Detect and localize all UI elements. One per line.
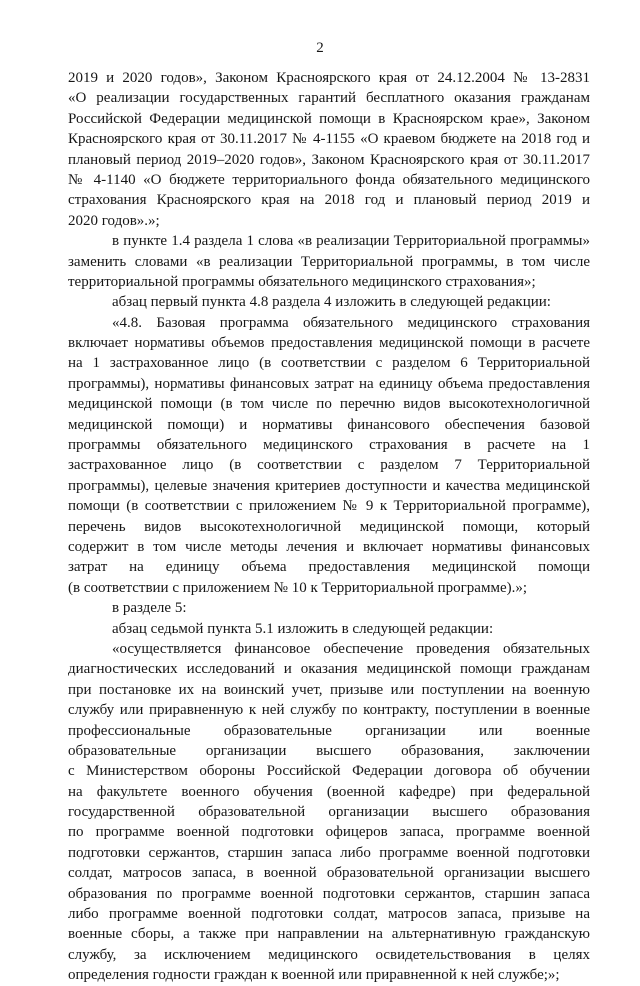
text-line: включает нормативы объемов предоставления медицинской помощи в расчете <box>68 335 590 352</box>
text-line: при постановке их на воинский учет, призыве или поступлении на военную <box>68 681 590 698</box>
text-line: подготовки сержантов, старшин запаса либо программе военной подготовки <box>68 844 590 861</box>
text-line: «О реализации государственных гарантий бесплатного оказания гражданам <box>68 90 590 107</box>
text-line: программы), нормативы финансовых затрат на единицу объема предоставления <box>68 375 590 392</box>
text-line: (в соответствии с приложением № 10 к Территориальной программе).»; <box>68 579 528 596</box>
text-line: абзац седьмой пункта 5.1 изложить в следующей редакции: <box>112 620 494 637</box>
text-line: определения годности граждан к военной или приравненной к ней службе;»; <box>68 967 560 984</box>
text-line: с Министерством обороны Российской Федерации договора об обучении <box>68 763 590 780</box>
text-line: в разделе 5: <box>112 600 187 617</box>
text-line: диагностических исследований и оказания медицинской помощи гражданам <box>68 661 590 678</box>
text-line: службу или приравненную к ней службу по контракту, поступлении в военные <box>68 702 590 719</box>
text-line: медицинской помощи (в том числе по перечню видов высокотехнологичной <box>68 396 590 413</box>
text-line: Российской Федерации медицинской помощи в Красноярском крае», Законом <box>68 110 590 127</box>
text-line: медицинской помощи) и нормативы финансового обеспечения базовой <box>68 416 590 433</box>
text-line: содержит в том числе методы лечения и включает нормативы финансовых <box>68 538 590 555</box>
text-line: 2020 годов».»; <box>68 212 160 229</box>
text-line: военные сборы, а также при направлении на альтернативную гражданскую <box>68 926 590 943</box>
text-line: перечень видов высокотехнологичной медицинской помощи, который <box>68 518 590 535</box>
text-line: по программе военной подготовки офицеров запаса, программе военной <box>68 824 590 841</box>
text-line: заменить словами «в реализации Территориальной программы, в том числе <box>68 253 590 270</box>
page-number: 2 <box>316 40 324 56</box>
text-line: государственной образовательной организации высшего образования <box>68 804 590 821</box>
text-line: профессиональные образовательные организации или военные <box>68 722 590 739</box>
text-line: Красноярского края от 30.11.2017 № 4-1155 «О краевом бюджете на 2018 год и <box>68 131 590 148</box>
text-line: территориальной программы обязательного медицинского страхования»; <box>68 273 536 290</box>
text-line: «4.8. Базовая программа обязательного медицинского страхования <box>112 314 590 331</box>
document-body <box>68 68 590 986</box>
text-line: образовательные организации высшего образования, заключении <box>68 742 590 759</box>
text-line: абзац первый пункта 4.8 раздела 4 изложить в следующей редакции: <box>112 294 551 311</box>
text-line: № 4-1140 «О бюджете территориального фонда обязательного медицинского <box>68 171 590 188</box>
text-line: на факультете военного обучения (военной кафедре) при федеральной <box>68 783 590 800</box>
text-line: программы), целевые значения критериев доступности и качества медицинской <box>68 477 590 494</box>
text-line: либо программе военной подготовки солдат, матросов запаса, призыве на <box>68 906 590 923</box>
text-line: образования по программе военной подготовки сержантов, старшин запаса <box>68 885 590 902</box>
text-line: застрахованное лицо (в соответствии с разделом 7 Территориальной <box>68 457 590 474</box>
text-line: солдат, матросов запаса, в военной образовательной организации высшего <box>68 865 590 882</box>
text-line: затрат на единицу объема предоставления медицинской помощи <box>68 559 590 576</box>
text-line: помощи (в соответствии с приложением № 9 к Территориальной программе), <box>68 498 590 515</box>
text-line: 2019 и 2020 годов», Законом Красноярского края от 24.12.2004 № 13-2831 <box>68 70 590 86</box>
text-line: службу, за исключением медицинского освидетельствования в целях <box>68 946 590 963</box>
text-line: в пункте 1.4 раздела 1 слова «в реализации Территориальной программы» <box>112 233 590 250</box>
text-line: плановый период 2019–2020 годов», Законом Красноярского края от 30.11.2017 <box>68 151 590 168</box>
text-line: «осуществляется финансовое обеспечение проведения обязательных <box>112 640 590 657</box>
text-line: страхования Красноярского края на 2018 год и плановый период 2019 и <box>68 192 590 209</box>
text-line: программы обязательного медицинского страхования в расчете на 1 <box>68 437 590 454</box>
text-line: на 1 застрахованное лицо (в соответствии с разделом 6 Территориальной <box>68 355 590 372</box>
